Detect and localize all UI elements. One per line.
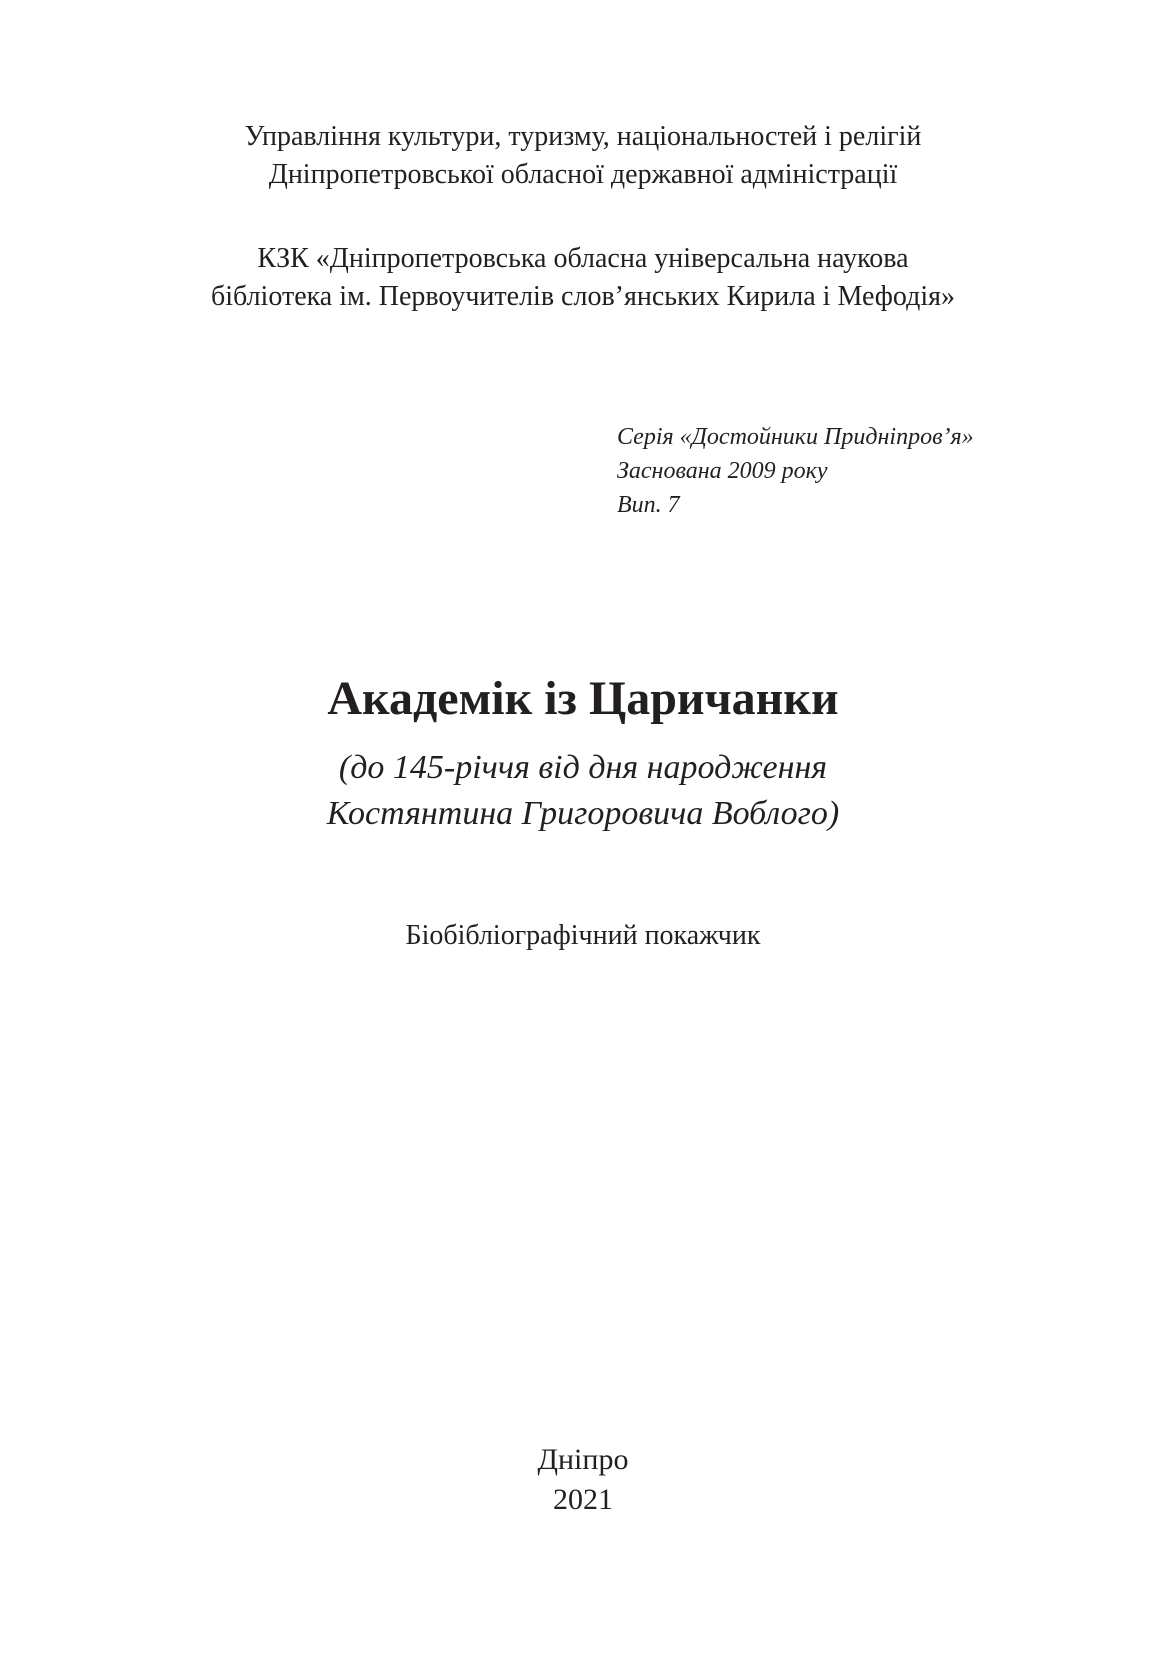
organization-line-2: Дніпропетровської обласної державної адміністрації bbox=[268, 159, 898, 190]
document-type-label: Біобібліографічний покажчик bbox=[405, 920, 761, 951]
subtitle-line-2: Костянтина Григоровича Воблого) bbox=[326, 795, 840, 832]
series-info bbox=[617, 420, 974, 522]
series-founded: Заснована 2009 року bbox=[617, 458, 828, 484]
library-line-2: бібліотека ім. Первоучителів слов’янських Кирила і Мефодія» bbox=[211, 281, 955, 312]
library-name bbox=[0, 240, 1166, 316]
document-type bbox=[0, 917, 1166, 955]
series-name: Серія «Достойники Придніпров’я» bbox=[617, 424, 974, 450]
book-title bbox=[0, 669, 1166, 729]
imprint bbox=[0, 1440, 1166, 1520]
publisher-organization bbox=[0, 118, 1166, 194]
series-issue: Вип. 7 bbox=[617, 492, 680, 518]
book-subtitle bbox=[0, 745, 1166, 837]
imprint-year: 2021 bbox=[553, 1483, 613, 1516]
subtitle-line-1: (до 145-річчя від дня народження bbox=[338, 749, 828, 786]
library-line-1: КЗК «Дніпропетровська обласна універсальна наукова bbox=[257, 243, 909, 274]
organization-line-1: Управління культури, туризму, національностей і релігій bbox=[244, 121, 922, 152]
book-title-main: Академік із Царичанки bbox=[327, 672, 839, 725]
imprint-city: Дніпро bbox=[537, 1443, 629, 1476]
